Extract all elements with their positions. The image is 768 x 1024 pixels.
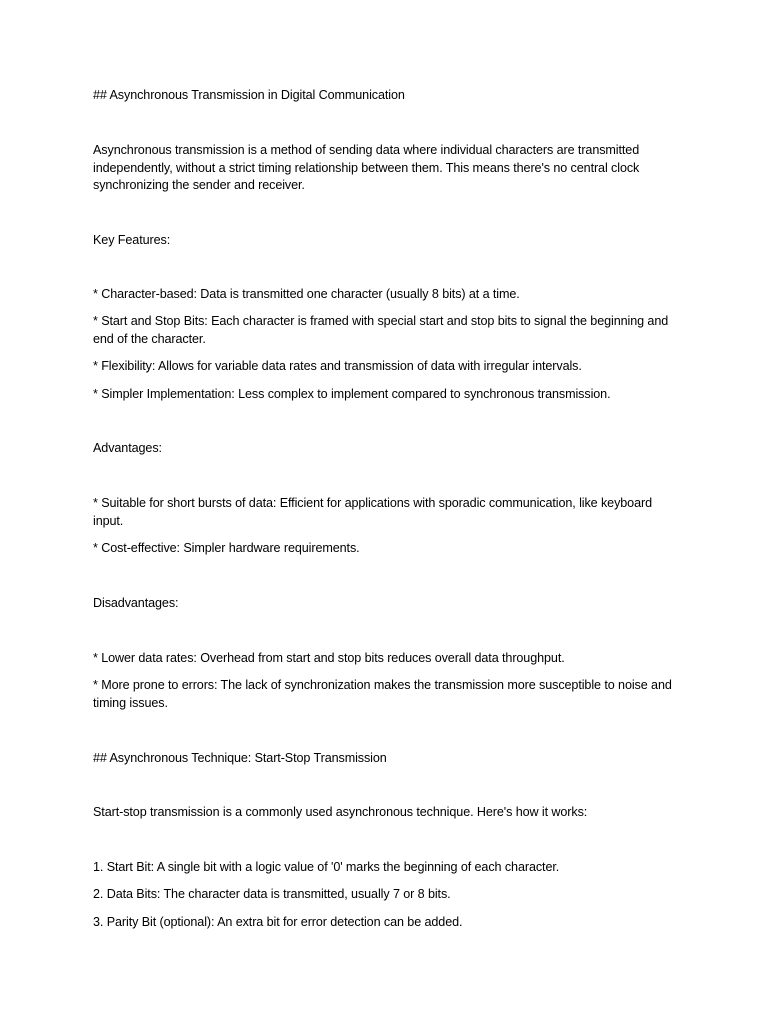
bullet-item: * Suitable for short bursts of data: Efficient for applications with sporadic communication, like keyboard input. — [93, 496, 652, 528]
numbered-item: 2. Data Bits: The character data is transmitted, usually 7 or 8 bits. — [93, 887, 451, 901]
disadvantages-heading: Disadvantages: — [93, 596, 179, 610]
section-heading: ## Asynchronous Technique: Start-Stop Transmission — [93, 751, 387, 765]
key-features-heading: Key Features: — [93, 233, 171, 247]
bullet-item: * Simpler Implementation: Less complex to implement compared to synchronous transmission. — [93, 387, 611, 401]
bullet-item: * Lower data rates: Overhead from start and stop bits reduces overall data throughput. — [93, 651, 565, 665]
section-heading: ## Asynchronous Transmission in Digital Communication — [93, 88, 405, 102]
advantages-heading: Advantages: — [93, 441, 162, 455]
bullet-item: * Flexibility: Allows for variable data rates and transmission of data with irregular intervals. — [93, 359, 582, 373]
numbered-item: 3. Parity Bit (optional): An extra bit for error detection can be added. — [93, 915, 463, 929]
bullet-item: * Cost-effective: Simpler hardware requirements. — [93, 541, 360, 555]
bullet-item: * Start and Stop Bits: Each character is framed with special start and stop bits to signal the beginning and end of the character. — [93, 314, 669, 346]
intro-paragraph: Asynchronous transmission is a method of sending data where individual characters are transmitted independently, without a strict timing relationship between them. This means there's no central clock synchronizing the sender and receiver. — [93, 143, 640, 192]
technique-intro-paragraph: Start-stop transmission is a commonly used asynchronous technique. Here's how it works: — [93, 805, 588, 819]
bullet-item: * More prone to errors: The lack of synchronization makes the transmission more susceptible to noise and timing issues. — [93, 678, 672, 710]
numbered-item: 1. Start Bit: A single bit with a logic value of '0' marks the beginning of each character. — [93, 860, 560, 874]
bullet-item: * Character-based: Data is transmitted one character (usually 8 bits) at a time. — [93, 287, 520, 301]
